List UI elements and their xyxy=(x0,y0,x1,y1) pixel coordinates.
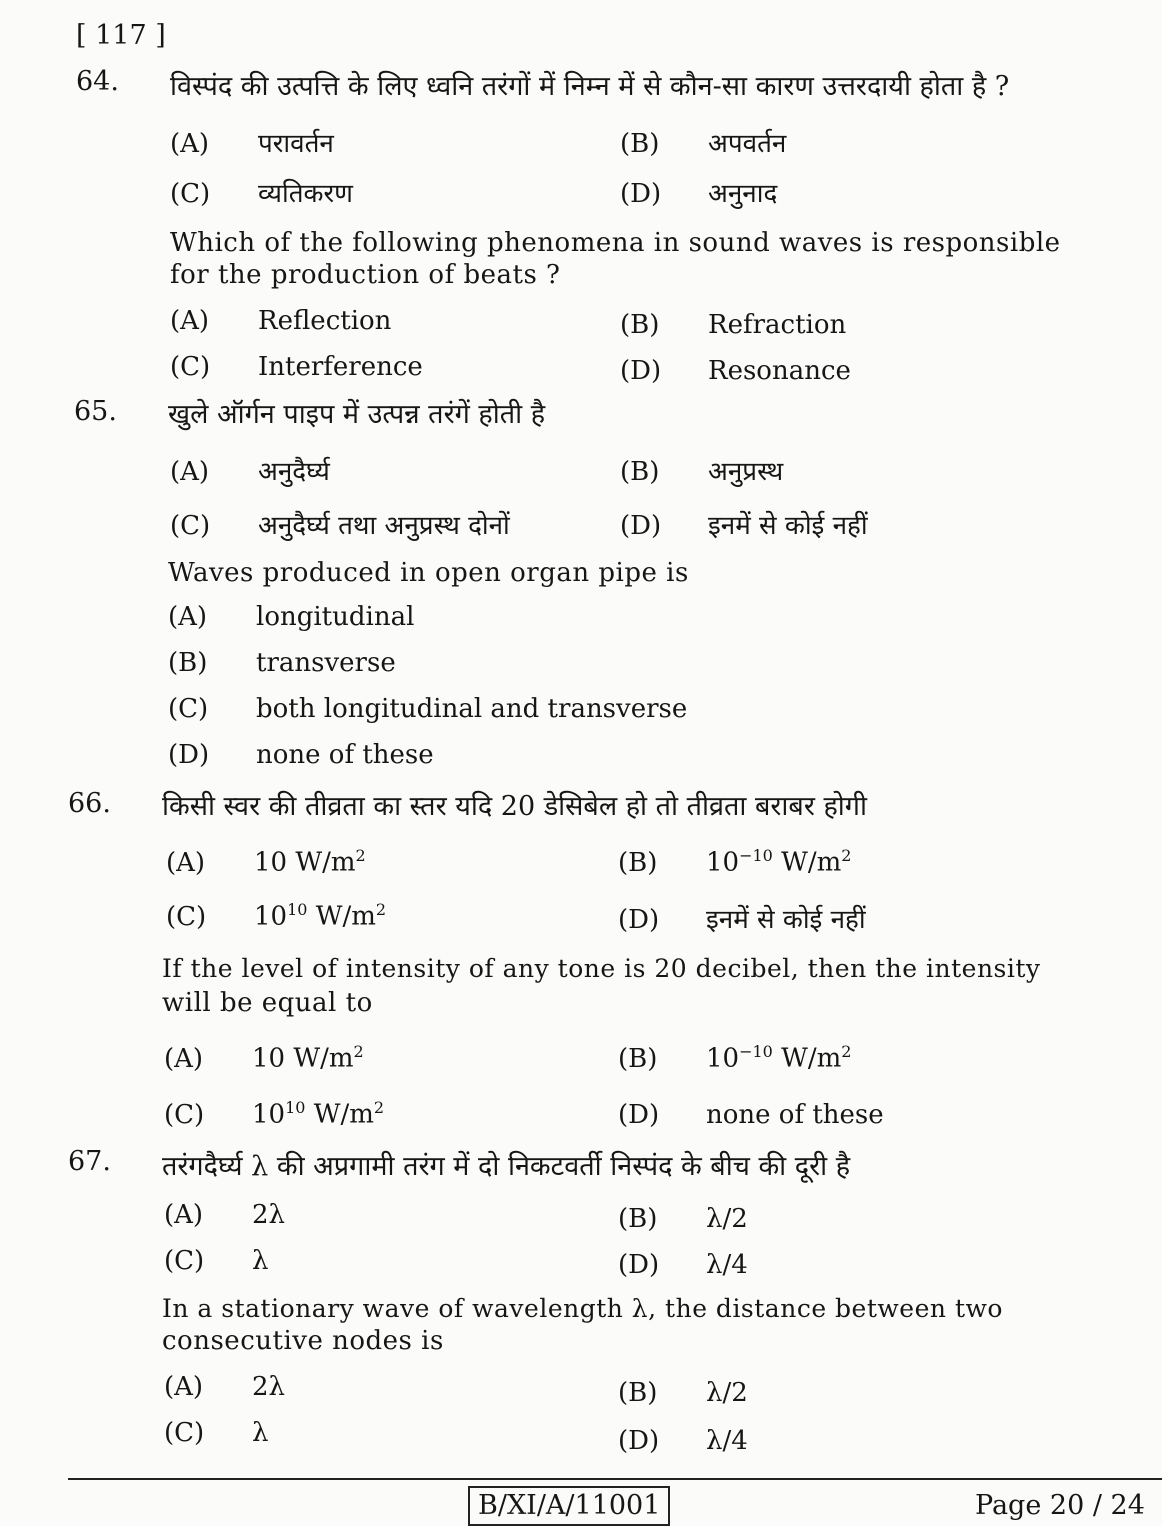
question-number-64: 64. xyxy=(76,66,119,97)
q64-en-option-b: (B) Refraction xyxy=(620,310,847,340)
question-66-english-line-2: will be equal to xyxy=(162,988,373,1018)
q64-hi-option-d: (D) अनुनाद xyxy=(620,179,778,209)
q65-hi-option-c: (C) अनुदैर्घ्य तथा अनुप्रस्थ दोनों xyxy=(170,511,510,541)
q64-hi-option-c: (C) व्यतिकरण xyxy=(170,179,353,209)
q66-en-option-a: (A) 10 $W/m^2$ xyxy=(164,1042,364,1074)
q64-hi-option-a: (A) परावर्तन xyxy=(170,129,334,159)
question-number-67: 67. xyxy=(68,1146,111,1177)
q65-hi-option-d: (D) इनमें से कोई नहीं xyxy=(620,511,868,541)
q65-en-option-d: (D) none of these xyxy=(168,740,434,770)
q67-hi-option-b: (B) λ/2 xyxy=(618,1204,748,1234)
q67-en-option-d: (D) λ/4 xyxy=(618,1426,748,1456)
q66-hi-option-d: (D) इनमें से कोई नहीं xyxy=(618,905,866,935)
q66-en-option-d: (D) none of these xyxy=(618,1100,884,1130)
question-66-hindi-text: किसी स्वर की तीव्रता का स्तर यदि 20 डेसिबेल हो तो तीव्रता बराबर होगी xyxy=(162,791,867,822)
question-67-english-line-2: consecutive nodes is xyxy=(162,1326,444,1356)
footer-divider xyxy=(68,1478,1162,1480)
page-number: [ 117 ] xyxy=(76,20,166,51)
question-67-english-line-1: In a stationary wave of wavelength λ, the distance between two xyxy=(162,1294,1003,1323)
question-64-english-line-1: Which of the following phenomena in sound waves is responsible xyxy=(170,228,1061,258)
q67-hi-option-a: (A) 2λ xyxy=(164,1200,286,1230)
question-number-65: 65. xyxy=(74,396,117,427)
q65-en-option-c: (C) both longitudinal and transverse xyxy=(168,694,688,724)
question-67-hindi-text: तरंगदैर्घ्य λ की अप्रगामी तरंग में दो निकटवर्ती निस्पंद के बीच की दूरी है xyxy=(162,1151,851,1182)
q64-en-option-a: (A) Reflection xyxy=(170,306,392,336)
question-64-english-line-2: for the production of beats ? xyxy=(170,260,561,290)
q64-hi-option-b: (B) अपवर्तन xyxy=(620,129,787,159)
q67-en-option-c: (C) λ xyxy=(164,1418,269,1448)
paper-code: B/XI/A/11001 xyxy=(468,1486,670,1526)
q67-en-option-a: (A) 2λ xyxy=(164,1372,286,1402)
question-65-english-text: Waves produced in open organ pipe is xyxy=(168,558,689,588)
q64-en-option-d: (D) Resonance xyxy=(620,356,851,386)
q64-en-option-c: (C) Interference xyxy=(170,352,423,382)
q65-hi-option-a: (A) अनुदैर्घ्य xyxy=(170,457,330,487)
q67-hi-option-d: (D) λ/4 xyxy=(618,1250,748,1280)
q66-hi-option-c: (C) $10^{10}$ $W/m^2$ xyxy=(166,900,387,932)
q66-en-option-c: (C) $10^{10}$ $W/m^2$ xyxy=(164,1098,385,1130)
question-66-english-line-1: If the level of intensity of any tone is 20 decibel, then the intensity xyxy=(162,954,1041,983)
q65-hi-option-b: (B) अनुप्रस्थ xyxy=(620,457,784,487)
question-number-66: 66. xyxy=(68,788,111,819)
q65-en-option-b: (B) transverse xyxy=(168,648,396,678)
page-indicator: Page 20 / 24 xyxy=(975,1490,1145,1521)
q67-en-option-b: (B) λ/2 xyxy=(618,1378,748,1408)
q67-hi-option-c: (C) λ xyxy=(164,1246,269,1276)
question-64-hindi-text: विस्पंद की उत्पत्ति के लिए ध्वनि तरंगों में निम्न में से कौन-सा कारण उत्तरदायी होता है ? xyxy=(170,71,1010,102)
question-65-hindi-text: खुले ऑर्गन पाइप में उत्पन्न तरंगें होती है xyxy=(168,399,546,430)
q66-hi-option-b: (B) $10^{-10}$ $W/m^2$ xyxy=(618,846,852,878)
q65-en-option-a: (A) longitudinal xyxy=(168,602,415,632)
q66-en-option-b: (B) $10^{-10}$ $W/m^2$ xyxy=(618,1042,852,1074)
q66-hi-option-a: (A) 10 $W/m^2$ xyxy=(166,846,366,878)
